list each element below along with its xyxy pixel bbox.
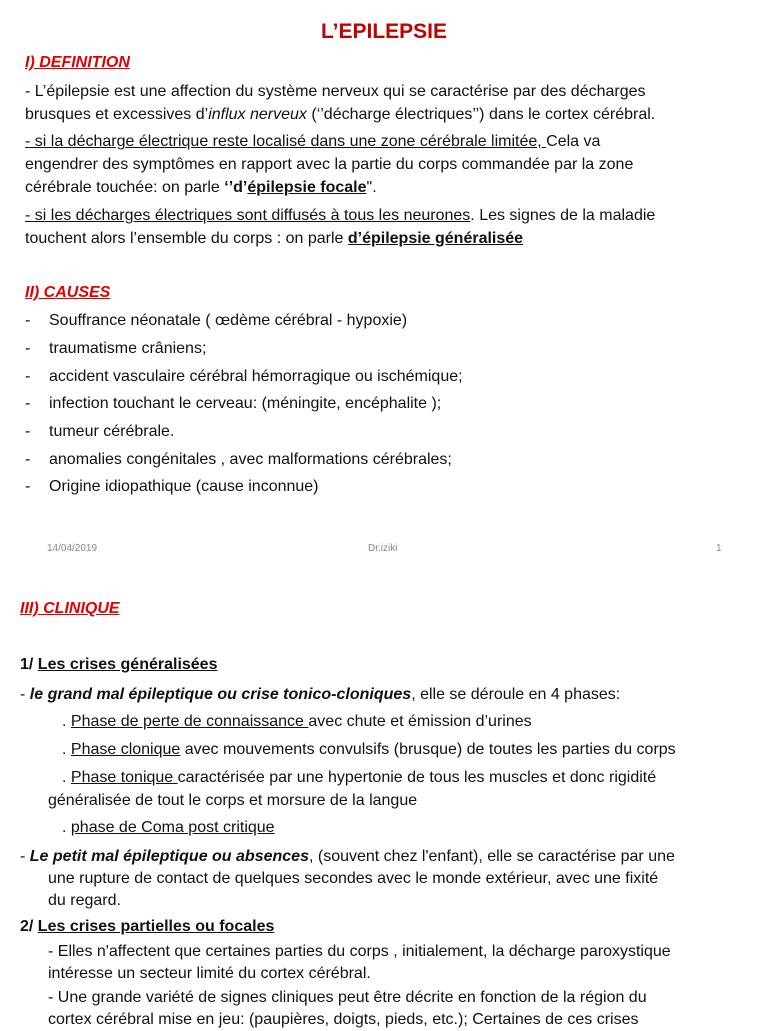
clinical-line: - Une grande variété de signes cliniques peut être décrite en fonction de la région du [48,989,647,1006]
clinical-line: cortex cérébral mise en jeu: (paupières, doigts, pieds, etc.); Certaines de ces crises [48,1011,639,1028]
clinical-line: - Elles n'affectent que certaines parties du corps , initialement, la décharge paroxystique [48,943,671,960]
section-heading-partial: 2/ Les crises partielles ou focales [20,918,275,935]
causes-heading: II) CAUSES [25,284,111,301]
page-title: L’EPILEPSIE [320,20,448,43]
definition-line: - L’épilepsie est une affection du système nerveux qui se caractérise par des décharges [25,83,646,100]
footer-author: Dr.iziki [368,543,398,554]
cause-item: - Origine idiopathique (cause inconnue) [25,478,319,495]
footer-page-number: 1 [716,543,722,554]
phase-item: . Phase tonique caractérisée par une hypertonie de tous les muscles et donc rigidité [62,769,657,786]
cause-item: - anomalies congénitales , avec malformations cérébrales; [25,451,452,468]
cause-item: - accident vasculaire cérébral hémorragique ou ischémique; [25,368,463,385]
definition-line: engendrer des symptômes en rapport avec la partie du corps commandée par la zone [25,156,634,173]
phase-item: . phase de Coma post critique [62,819,275,836]
definition-line: brusques et excessives d’influx nerveux (‘’décharge électriques’’) dans le cortex cérébral. [25,106,656,123]
phase-item: généralisée de tout le corps et morsure de la langue [48,792,418,809]
cause-item: - Souffrance néonatale ( œdème cérébral - hypoxie) [25,312,408,329]
clinical-line: - Le petit mal épileptique ou absences, (souvent chez l'enfant), elle se caractérise par une [20,848,675,865]
definition-line: cérébrale touchée: on parle ‘’d’épilepsie focale". [25,179,377,196]
definition-heading: I) DEFINITION [25,54,130,71]
cause-item: - tumeur cérébrale. [25,423,175,440]
clinical-line: du regard. [48,892,121,909]
cause-item: - infection touchant le cerveau: (méningite, encéphalite ); [25,395,442,412]
footer-date: 14/04/2019 [47,543,98,554]
phase-item: . Phase clonique avec mouvements convulsifs (brusque) de toutes les parties du corps [62,741,676,758]
definition-line: - si la décharge électrique reste localisé dans une zone cérébrale limitée, Cela va [25,133,601,150]
clinical-line: - le grand mal épileptique ou crise tonico-cloniques, elle se déroule en 4 phases: [20,686,621,703]
section-heading-generalized: 1/ Les crises généralisées [20,656,218,673]
definition-line: - si les décharges électriques sont diffusés à tous les neurones. Les signes de la maladie [25,207,656,224]
clinical-line: intéresse un secteur limité du cortex cérébral. [48,965,371,982]
phase-item: . Phase de perte de connaissance avec chute et émission d’urines [62,713,532,730]
cause-item: - traumatisme crâniens; [25,340,207,357]
clinical-line: une rupture de contact de quelques secondes avec le monde extérieur, avec une fixité [48,870,659,887]
definition-line: touchent alors l’ensemble du corps : on parle d’épilepsie généralisée [25,230,524,247]
clinique-heading: III) CLINIQUE [20,600,120,617]
